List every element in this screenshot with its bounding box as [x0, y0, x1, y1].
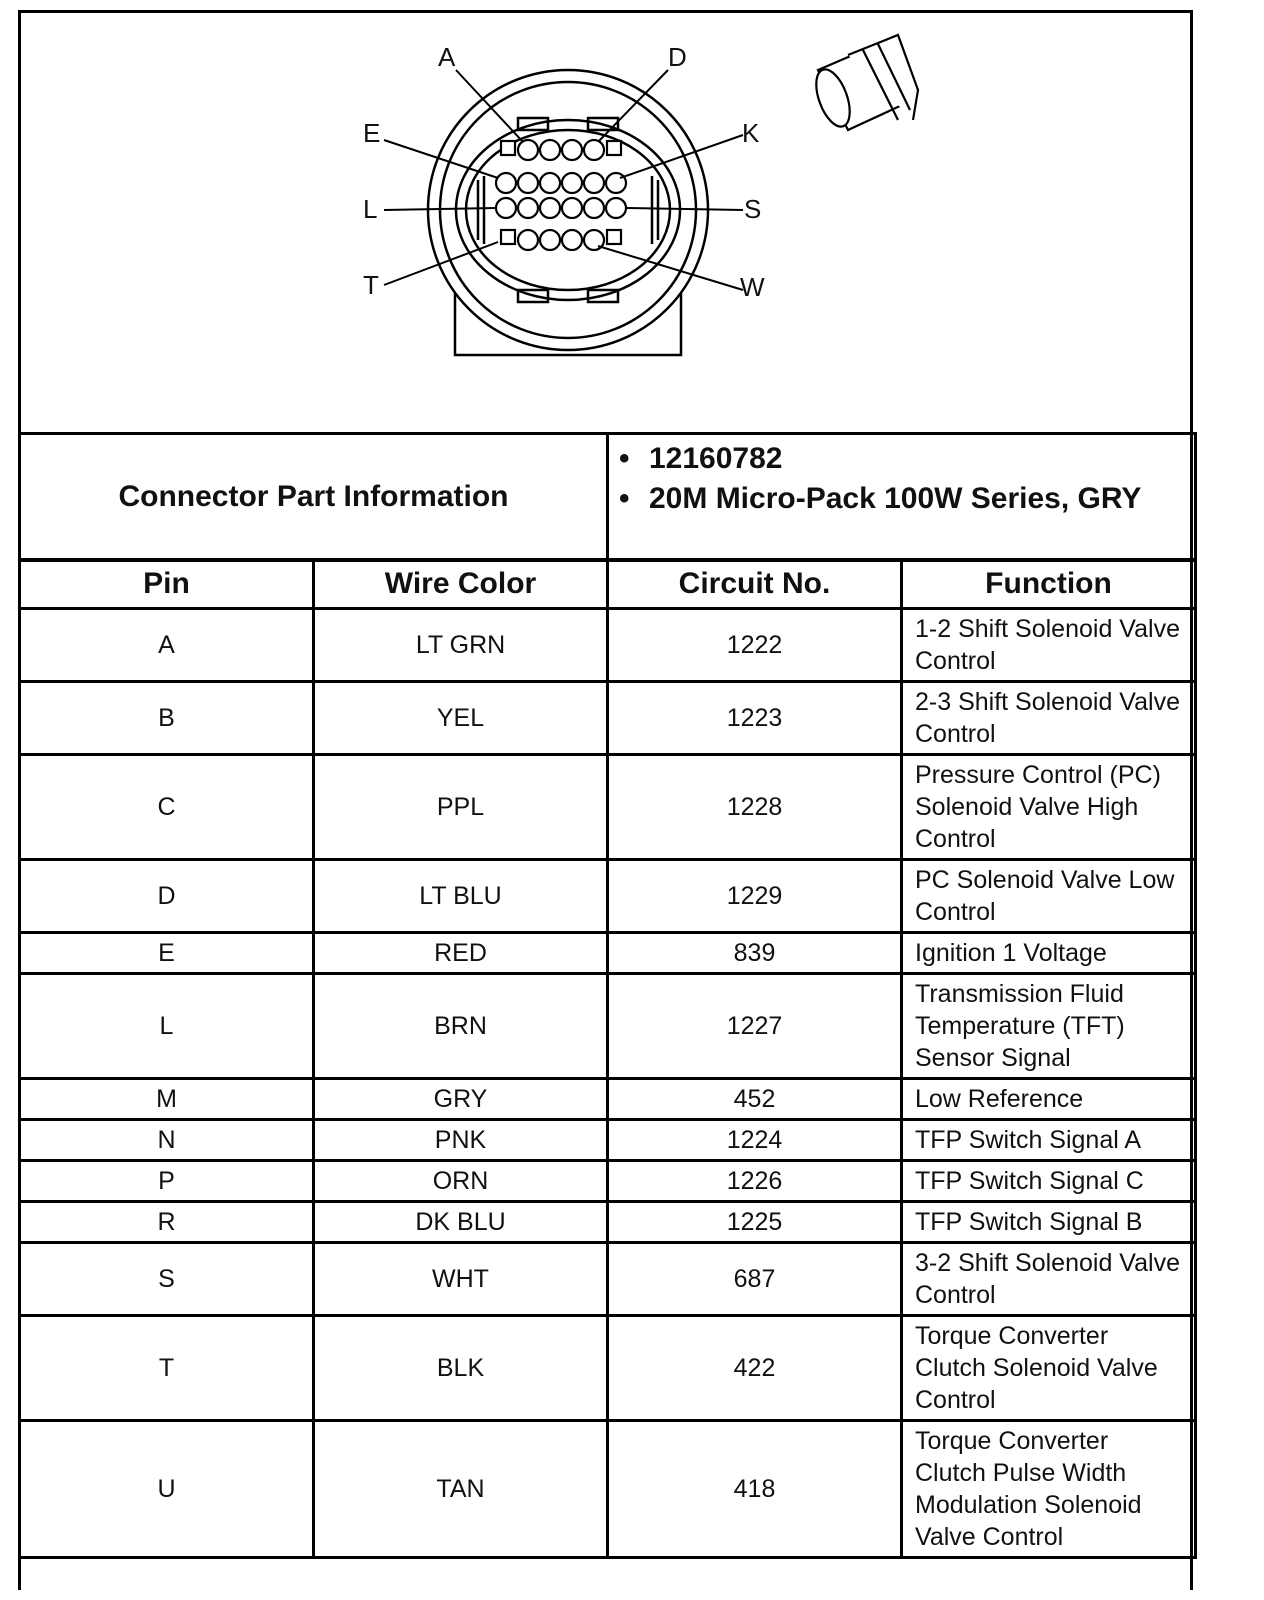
- circuit-cell: 418: [608, 1421, 902, 1558]
- wire-color-cell: ORN: [314, 1161, 608, 1202]
- pin-label-a: A: [438, 42, 456, 72]
- wire-color-cell: TAN: [314, 1421, 608, 1558]
- pin-label-d: D: [668, 42, 687, 72]
- table-row: [20, 1120, 1196, 1161]
- table-row: [20, 1079, 1196, 1120]
- pin-cell: A: [20, 609, 314, 682]
- pin-cell: S: [20, 1243, 314, 1316]
- table-row: [20, 1161, 1196, 1202]
- pin-label-t: T: [363, 270, 379, 300]
- pinout-table: [18, 558, 1197, 1559]
- col-header-function: Function: [902, 560, 1196, 609]
- pin-label-w: W: [740, 272, 765, 302]
- wire-color-cell: YEL: [314, 682, 608, 755]
- function-cell: TFP Switch Signal C: [902, 1161, 1196, 1202]
- pin-cell: E: [20, 933, 314, 974]
- table-row: [20, 755, 1196, 860]
- connector-thumbnail: [810, 35, 918, 131]
- function-cell: Torque Converter Clutch Solenoid Valve Control: [902, 1316, 1196, 1421]
- col-header-pin: Pin: [20, 560, 314, 609]
- pin-label-s: S: [744, 194, 762, 224]
- wire-color-cell: RED: [314, 933, 608, 974]
- wire-color-cell: DK BLU: [314, 1202, 608, 1243]
- table-row: [20, 974, 1196, 1079]
- function-cell: 3-2 Shift Solenoid Valve Control: [902, 1243, 1196, 1316]
- pin-cell: D: [20, 860, 314, 933]
- circuit-cell: 839: [608, 933, 902, 974]
- pin-cell: L: [20, 974, 314, 1079]
- wire-color-cell: BLK: [314, 1316, 608, 1421]
- part-number: • 12160782: [649, 439, 1184, 479]
- circuit-cell: 1223: [608, 682, 902, 755]
- function-cell: Ignition 1 Voltage: [902, 933, 1196, 974]
- connector-face-drawing: [18, 10, 1187, 430]
- table-row: [20, 860, 1196, 933]
- pin-cell: U: [20, 1421, 314, 1558]
- pin-cell: N: [20, 1120, 314, 1161]
- wire-color-cell: PPL: [314, 755, 608, 860]
- table-row: [20, 1421, 1196, 1558]
- circuit-cell: 422: [608, 1316, 902, 1421]
- pin-cell: R: [20, 1202, 314, 1243]
- circuit-cell: 452: [608, 1079, 902, 1120]
- circuit-cell: 1222: [608, 609, 902, 682]
- function-cell: TFP Switch Signal B: [902, 1202, 1196, 1243]
- function-cell: Pressure Control (PC) Solenoid Valve High Control: [902, 755, 1196, 860]
- pin-label-l: L: [363, 194, 378, 224]
- wire-color-cell: LT GRN: [314, 609, 608, 682]
- function-cell: Low Reference: [902, 1079, 1196, 1120]
- table-row: [20, 933, 1196, 974]
- function-cell: 2-3 Shift Solenoid Valve Control: [902, 682, 1196, 755]
- function-cell: 1-2 Shift Solenoid Valve Control: [902, 609, 1196, 682]
- wire-color-cell: GRY: [314, 1079, 608, 1120]
- connector-info-label: Connector Part Information: [20, 434, 608, 561]
- connector-diagram: [18, 10, 1187, 430]
- circuit-cell: 687: [608, 1243, 902, 1316]
- col-header-wire-color: Wire Color: [314, 560, 608, 609]
- wire-color-cell: BRN: [314, 974, 608, 1079]
- part-description: • 20M Micro-Pack 100W Series, GRY: [649, 479, 1184, 519]
- pin-cell: C: [20, 755, 314, 860]
- table-row: [20, 682, 1196, 755]
- circuit-cell: 1226: [608, 1161, 902, 1202]
- wire-color-cell: PNK: [314, 1120, 608, 1161]
- wire-color-cell: WHT: [314, 1243, 608, 1316]
- pin-cell: T: [20, 1316, 314, 1421]
- function-cell: TFP Switch Signal A: [902, 1120, 1196, 1161]
- col-header-circuit: Circuit No.: [608, 560, 902, 609]
- circuit-cell: 1228: [608, 755, 902, 860]
- pin-label-e: E: [363, 118, 381, 148]
- function-cell: Torque Converter Clutch Pulse Width Modulation Solenoid Valve Control: [902, 1421, 1196, 1558]
- connector-info-table: [18, 432, 1197, 562]
- table-row: [20, 1316, 1196, 1421]
- connector-info-values: [608, 434, 1196, 561]
- pin-cell: B: [20, 682, 314, 755]
- function-cell: PC Solenoid Valve Low Control: [902, 860, 1196, 933]
- circuit-cell: 1224: [608, 1120, 902, 1161]
- pin-label-k: K: [742, 118, 760, 148]
- circuit-cell: 1227: [608, 974, 902, 1079]
- pin-cell: M: [20, 1079, 314, 1120]
- circuit-cell: 1229: [608, 860, 902, 933]
- table-row: [20, 1243, 1196, 1316]
- pinout-header-row: [20, 560, 1196, 609]
- function-cell: Transmission Fluid Temperature (TFT) Sensor Signal: [902, 974, 1196, 1079]
- table-row: [20, 609, 1196, 682]
- pin-cell: P: [20, 1161, 314, 1202]
- circuit-cell: 1225: [608, 1202, 902, 1243]
- wire-color-cell: LT BLU: [314, 860, 608, 933]
- table-row: [20, 1202, 1196, 1243]
